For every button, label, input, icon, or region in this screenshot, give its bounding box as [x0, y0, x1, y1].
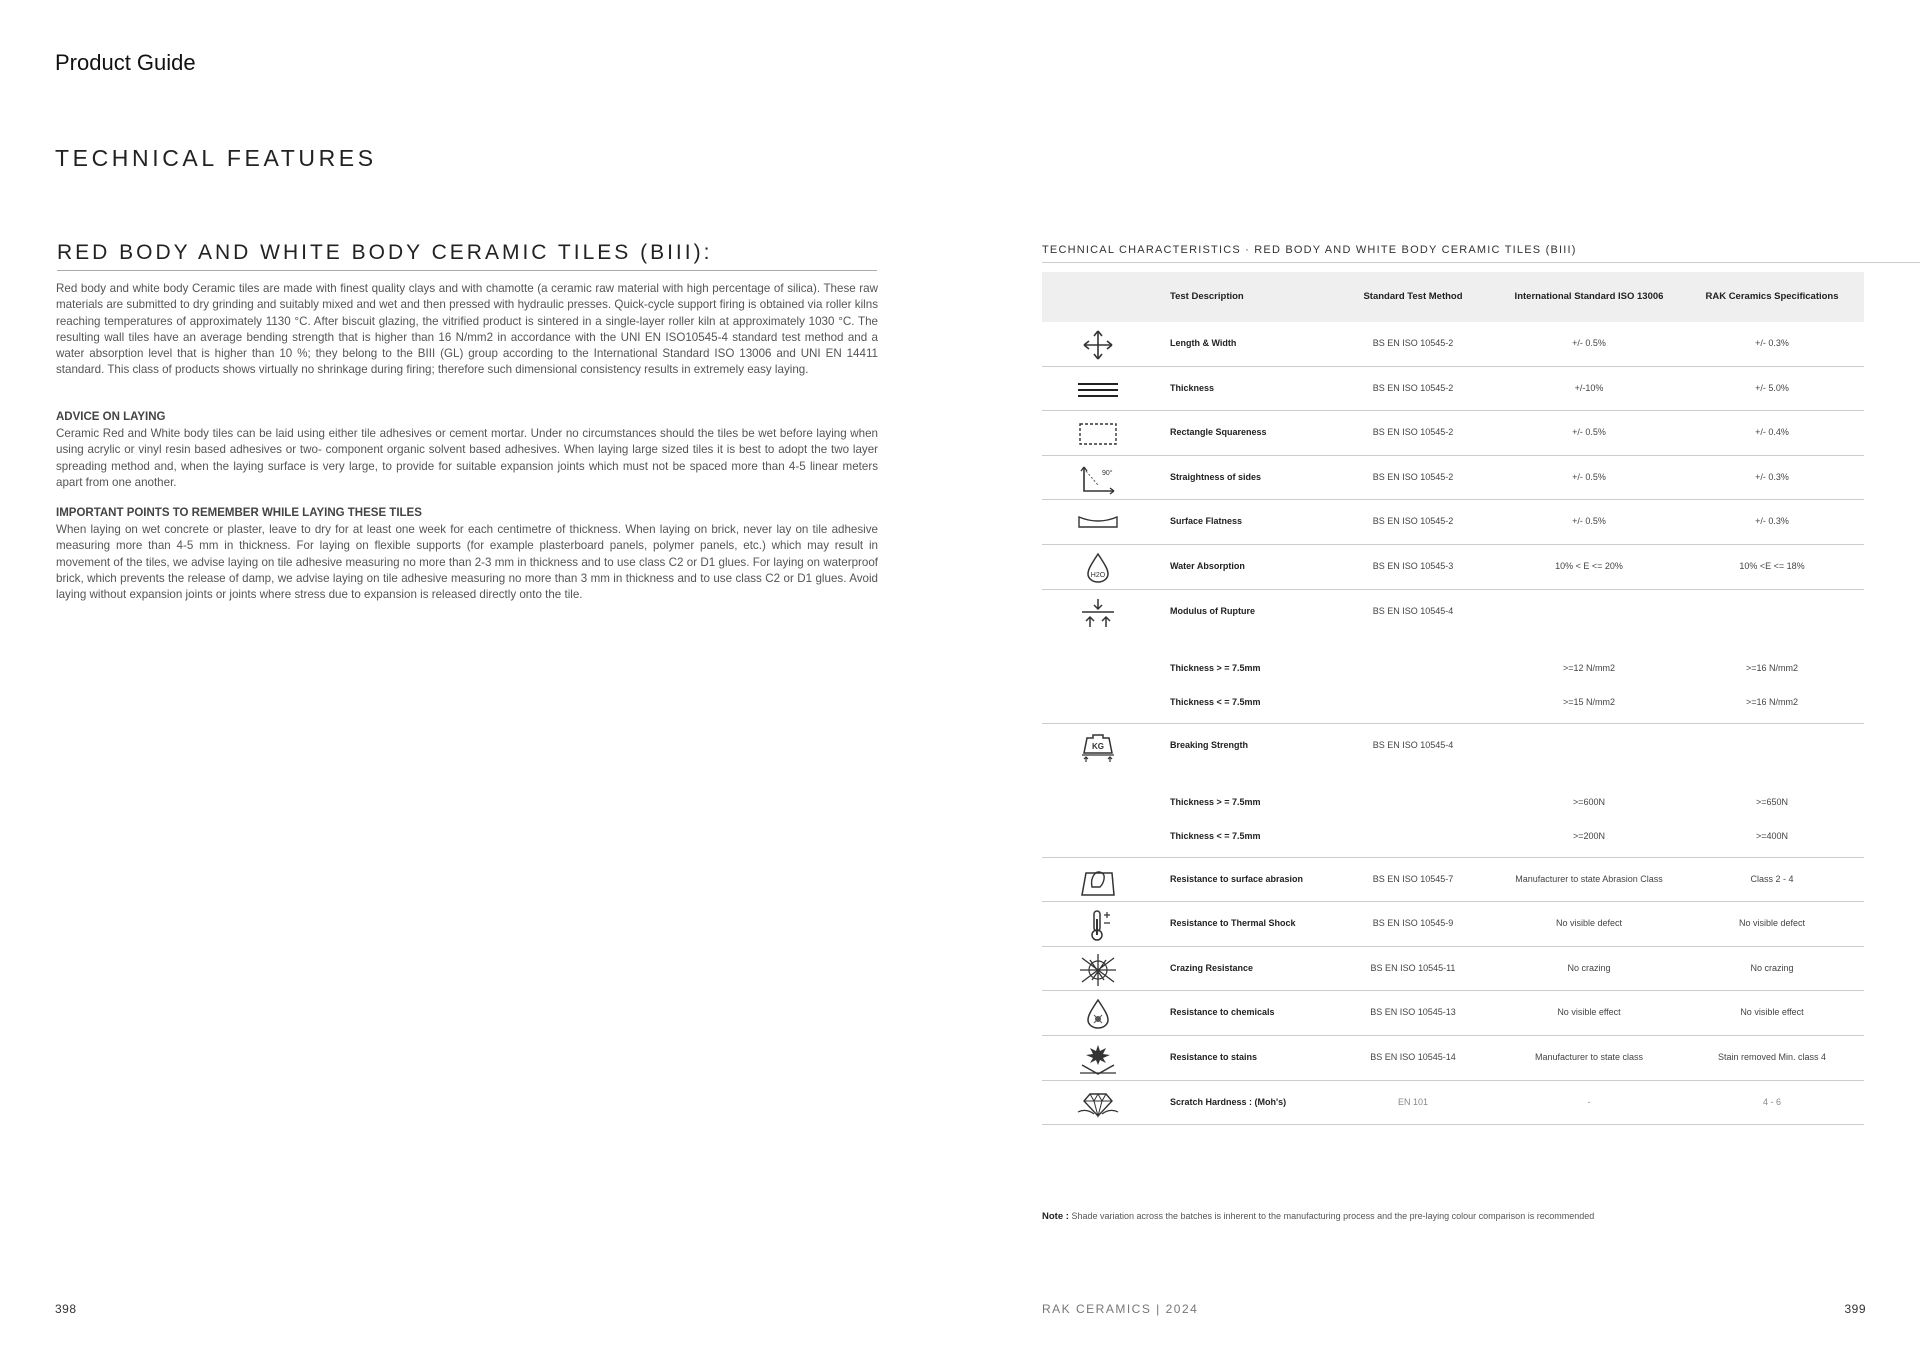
sub-row-iso: >=12 N/mm2: [1562, 662, 1616, 673]
row-standard: BS EN ISO 10545-4: [1372, 605, 1454, 616]
row-description: Resistance to stains: [1170, 1051, 1258, 1062]
points-paragraph: When laying on wet concrete or plaster, leave to dry for at least one week for each centimetre of thickness. When laying on brick, never lay on tile adhesive measuring more than 4-5 mm in thickness. For laying on flexible supports (for example plasterboard panels, polymer panels, etc.) which may result in movement of the tiles, we advise laying on tile adhesive measuring no more than 2-3 mm in thickness and to use class C2 or D1 glues. For laying on waterproof brick, which prevents the release of damp, we advise laying on tile adhesive measuring no more than 3 mm in thickness and to use class C2 or D1 glues. Avoid laying without expansion joints or joints where stress due to expansion is released directly onto the tile.: [56, 523, 878, 602]
crazing-icon: [1076, 954, 1120, 986]
row-standard: BS EN ISO 10545-3: [1372, 560, 1454, 571]
row-standard: EN 101: [1397, 1096, 1429, 1107]
row-rak-value: 10% <E <= 18%: [1739, 560, 1805, 571]
row-description: Length & Width: [1170, 338, 1237, 348]
note: [1042, 1211, 1594, 1222]
weight-icon: [1076, 731, 1120, 763]
row-standard: BS EN ISO 10545-13: [1370, 1007, 1456, 1018]
row-iso-value: +/- 0.5%: [1572, 516, 1606, 527]
row-standard: BS EN ISO 10545-4: [1372, 739, 1454, 750]
sub-row-desc: Thickness < = 7.5mm: [1170, 830, 1261, 841]
footer-brand: RAK CERAMICS | 2024: [1042, 1302, 1199, 1316]
table-row: [1042, 367, 1864, 412]
table-row: [1042, 590, 1864, 724]
row-iso-value: No visible effect: [1557, 1007, 1621, 1018]
flatness-icon: [1076, 507, 1120, 539]
table-row: [1042, 902, 1864, 947]
row-description: Straightness of sides: [1170, 471, 1262, 482]
table-body: [1042, 322, 1864, 1125]
row-description: Crazing Resistance: [1170, 962, 1254, 973]
row-description: Water Absorption: [1170, 560, 1245, 571]
header-test-description: Test Description: [1170, 291, 1244, 302]
row-standard: BS EN ISO 10545-2: [1372, 338, 1454, 348]
table-row: [1042, 724, 1864, 858]
rectangle-dashed-icon: [1076, 418, 1120, 450]
table-row: [1042, 411, 1864, 456]
header-international-standard: International Standard ISO 13006: [1514, 291, 1664, 302]
intro-paragraph: Red body and white body Ceramic tiles are made with finest quality clays and with chamotte (a ceramic raw material with high percentage of silica). These raw materials are submitted to dry grinding and suitably mixed and wet and then pressed with hydraulic presses. Quick-cycle support firing is obtained via roller kilns reaching temperatures of approximately 1130 °C. After biscuit glazing, the vitrified product is sintered in a single-layer roller kiln at approximately 1030 °C. The resulting wall tiles have an average bending strength that is higher than 16 N/mm2 in accordance with the UNI EN ISO10545-4 standard test method and a water absorption level that is higher than 10 %; they belong to the BIII (GL) group according to the International Standard ISO 13006 and UNI EN 14411 standard. This class of products shows virtually no shrinkage during firing; therefore such dimensional consistency results in extremely easy laying.: [56, 282, 878, 377]
row-iso-value: Manufacturer to state class: [1534, 1051, 1644, 1062]
technical-characteristics-table: [1042, 272, 1864, 1125]
row-iso-value: +/- 0.5%: [1572, 471, 1606, 482]
arrows-icon: [1076, 329, 1120, 361]
sub-row-desc: Thickness > = 7.5mm: [1170, 796, 1261, 807]
page-number-left: 398: [55, 1302, 77, 1316]
icon-text: 90°: [1102, 469, 1113, 477]
page-title: TECHNICAL FEATURES: [55, 145, 377, 171]
row-iso-value: -: [1587, 1096, 1591, 1107]
sub-row-rak: >=16 N/mm2: [1745, 696, 1799, 707]
table-row: [1042, 500, 1864, 545]
row-rak-value: Stain removed Min. class 4: [1717, 1051, 1827, 1062]
row-description: Rectangle Squareness: [1170, 427, 1267, 438]
page-number-right: 399: [1844, 1302, 1866, 1316]
advice-heading: ADVICE ON LAYING: [56, 411, 166, 423]
sub-row-iso: >=200N: [1572, 830, 1606, 841]
sub-row-iso: >=600N: [1572, 796, 1606, 807]
row-standard: BS EN ISO 10545-2: [1372, 427, 1454, 438]
row-iso-value: +/-10%: [1574, 382, 1604, 393]
row-rak-value: +/- 0.3%: [1755, 516, 1789, 527]
note-label: Note :: [1042, 1211, 1069, 1222]
row-standard: BS EN ISO 10545-14: [1370, 1051, 1456, 1062]
row-iso-value: No visible defect: [1555, 918, 1623, 929]
row-standard: BS EN ISO 10545-2: [1372, 471, 1454, 482]
icon-text: KG: [1092, 741, 1104, 751]
row-rak-value: +/- 0.3%: [1755, 471, 1789, 482]
water-drop-icon: [1076, 552, 1120, 584]
header-standard-test-method: Standard Test Method: [1363, 291, 1463, 302]
table-row: [1042, 322, 1864, 367]
row-description: Resistance to Thermal Shock: [1170, 918, 1296, 929]
row-description: Resistance to surface abrasion: [1170, 873, 1304, 884]
header-label: Product Guide: [55, 50, 196, 75]
row-rak-value: +/- 5.0%: [1755, 382, 1789, 393]
stain-icon: [1076, 1043, 1120, 1075]
header-rak-specifications: RAK Ceramics Specifications: [1705, 291, 1839, 302]
row-description: Thickness: [1170, 382, 1215, 393]
row-standard: BS EN ISO 10545-2: [1372, 516, 1454, 527]
table-row: [1042, 545, 1864, 590]
points-heading: IMPORTANT POINTS TO REMEMBER WHILE LAYING THESE TILES: [56, 507, 422, 519]
row-iso-value: +/- 0.5%: [1572, 427, 1606, 438]
row-description: Modulus of Rupture: [1170, 605, 1255, 616]
table-row: [1042, 991, 1864, 1036]
row-standard: BS EN ISO 10545-2: [1372, 382, 1454, 393]
sub-row-desc: Thickness > = 7.5mm: [1170, 662, 1261, 673]
table-row: [1042, 858, 1864, 903]
section-title: RED BODY AND WHITE BODY CERAMIC TILES (BIII):: [57, 241, 877, 271]
table-row: [1042, 1081, 1864, 1126]
sub-row-desc: Thickness < = 7.5mm: [1170, 696, 1261, 707]
caption-divider: [1042, 262, 1920, 263]
table-caption: TECHNICAL CHARACTERISTICS · RED BODY AND WHITE BODY CERAMIC TILES (BIII): [1042, 244, 1577, 256]
row-iso-value: +/- 0.5%: [1572, 338, 1606, 348]
table-row: [1042, 947, 1864, 992]
row-rak-value: No visible effect: [1740, 1007, 1804, 1018]
row-iso-value: No crazing: [1567, 962, 1611, 973]
table-row: [1042, 1036, 1864, 1081]
row-rak-value: Class 2 - 4: [1750, 873, 1794, 884]
sub-row-rak: >=650N: [1755, 796, 1789, 807]
row-description: Breaking Strength: [1170, 739, 1249, 750]
note-text: Shade variation across the batches is inherent to the manufacturing process and the pre-laying colour comparison is recommended: [1071, 1211, 1595, 1221]
thermometer-icon: [1076, 909, 1120, 941]
row-rak-value: +/- 0.3%: [1755, 338, 1789, 348]
row-iso-value: 10% < E <= 20%: [1555, 560, 1623, 571]
thickness-icon: [1076, 374, 1120, 406]
table-header: [1042, 272, 1864, 322]
table-row: [1042, 456, 1864, 501]
row-standard: BS EN ISO 10545-9: [1372, 918, 1454, 929]
chemical-drop-icon: [1076, 998, 1120, 1030]
sub-row-rak: >=16 N/mm2: [1745, 662, 1799, 673]
row-standard: BS EN ISO 10545-7: [1372, 873, 1454, 884]
row-iso-value: Manufacturer to state Abrasion Class: [1515, 873, 1663, 884]
row-description: Scratch Hardness : (Moh's): [1170, 1096, 1287, 1107]
diamond-icon: [1076, 1088, 1120, 1120]
icon-text: H2O: [1090, 571, 1106, 579]
abrasion-icon: [1076, 865, 1120, 897]
advice-paragraph: Ceramic Red and White body tiles can be laid using either tile adhesives or cement mortar. Under no circumstances should the tiles be wet before laying when using acrylic or vinyl resin based adhesives or two- component organic solvent based adhesives. When laying large sized tiles it is best to adopt the two layer spreading method and, when the laying surface is very large, to provide for suitable expansion joints which must not be spaced more than 4-5 linear meters apart from one another.: [56, 427, 878, 489]
right-angle-icon: [1076, 463, 1120, 495]
sub-row-rak: >=400N: [1755, 830, 1789, 841]
sub-row-iso: >=15 N/mm2: [1562, 696, 1616, 707]
row-standard: BS EN ISO 10545-11: [1370, 962, 1456, 973]
row-rak-value: No visible defect: [1738, 918, 1806, 929]
row-rak-value: 4 - 6: [1762, 1096, 1782, 1107]
row-description: Resistance to chemicals: [1170, 1007, 1275, 1018]
row-rak-value: No crazing: [1750, 962, 1794, 973]
row-description: Surface Flatness: [1170, 516, 1243, 527]
rupture-icon: [1076, 597, 1120, 629]
row-rak-value: +/- 0.4%: [1755, 427, 1789, 438]
